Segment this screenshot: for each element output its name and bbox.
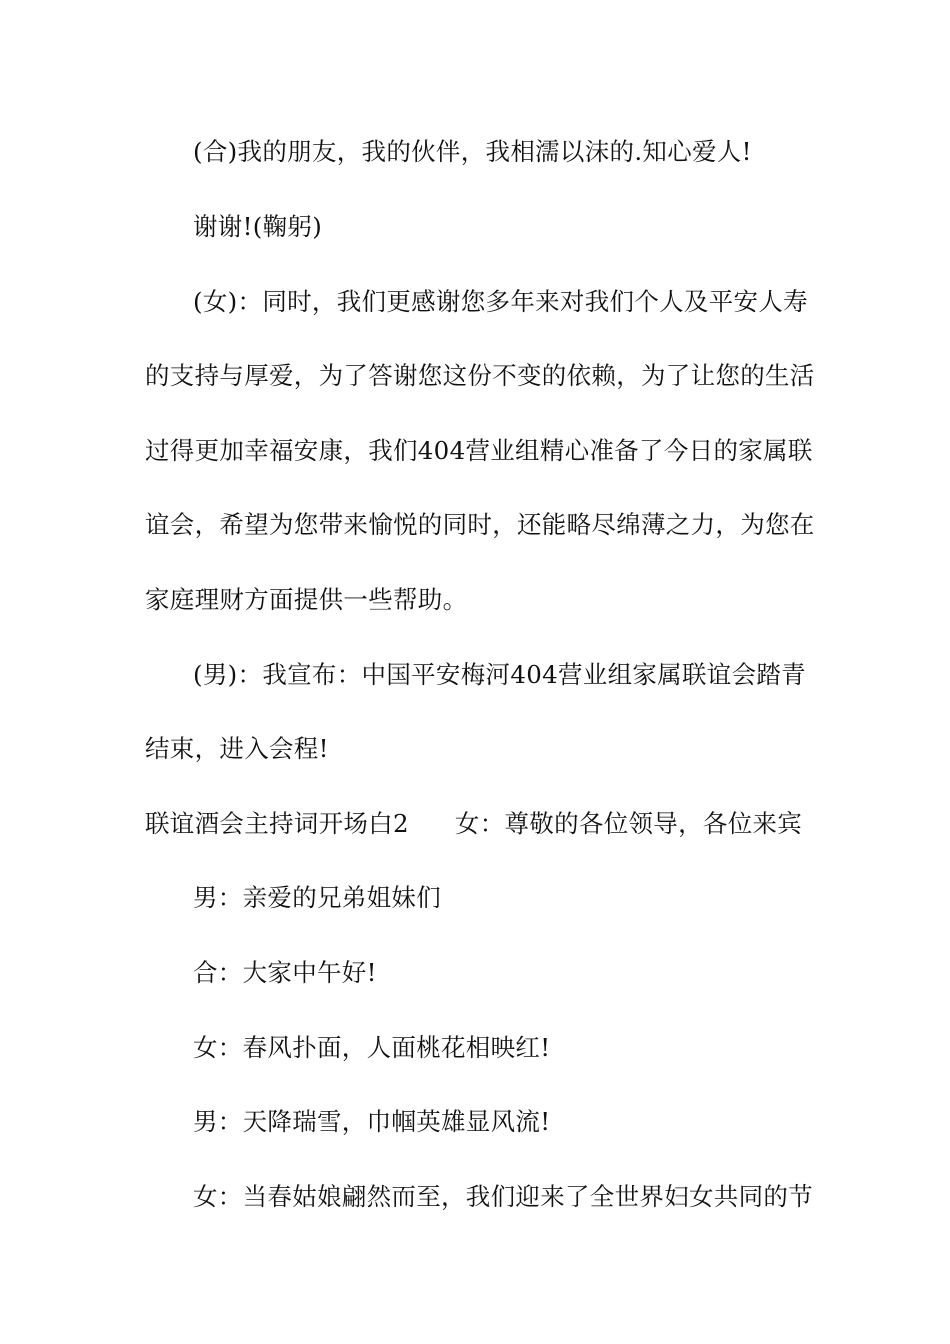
section-first-line: 女：尊敬的各位领导，各位来宾 bbox=[454, 809, 803, 838]
paragraph-line: 谊会，希望为您带来愉悦的同时，还能略尽绵薄之力，为您在 bbox=[145, 510, 815, 539]
section-heading: 联谊酒会主持词开场白2 bbox=[145, 809, 409, 838]
paragraph-line: (合)我的朋友，我的伙伴，我相濡以沫的.知心爱人! bbox=[193, 137, 752, 166]
paragraph-line: 男：天降瑞雪，巾帼英雄显风流! bbox=[193, 1107, 551, 1136]
paragraph-line: 家庭理财方面提供一些帮助。 bbox=[145, 585, 468, 614]
paragraph-line: 谢谢!(鞠躬) bbox=[193, 212, 323, 241]
section-heading-line bbox=[145, 808, 810, 840]
paragraph-line: 的支持与厚爱，为了答谢您这份不变的依赖，为了让您的生活 bbox=[145, 361, 815, 390]
paragraph-line: (女)：同时，我们更感谢您多年来对我们个人及平安人寿 bbox=[193, 287, 808, 316]
paragraph-line: 男：亲爱的兄弟姐妹们 bbox=[193, 883, 441, 912]
paragraph-line: 过得更加幸福安康，我们404营业组精心准备了今日的家属联 bbox=[145, 436, 813, 465]
paragraph-line: 女：春风扑面，人面桃花相映红! bbox=[193, 1033, 551, 1062]
paragraph-line: 结束，进入会程! bbox=[145, 734, 329, 763]
paragraph-line: 女：当春姑娘翩然而至，我们迎来了全世界妇女共同的节 bbox=[193, 1182, 813, 1211]
paragraph-line: (男)：我宣布：中国平安梅河404营业组家属联谊会踏青 bbox=[193, 660, 806, 689]
paragraph-line: 合：大家中午好! bbox=[193, 958, 377, 987]
